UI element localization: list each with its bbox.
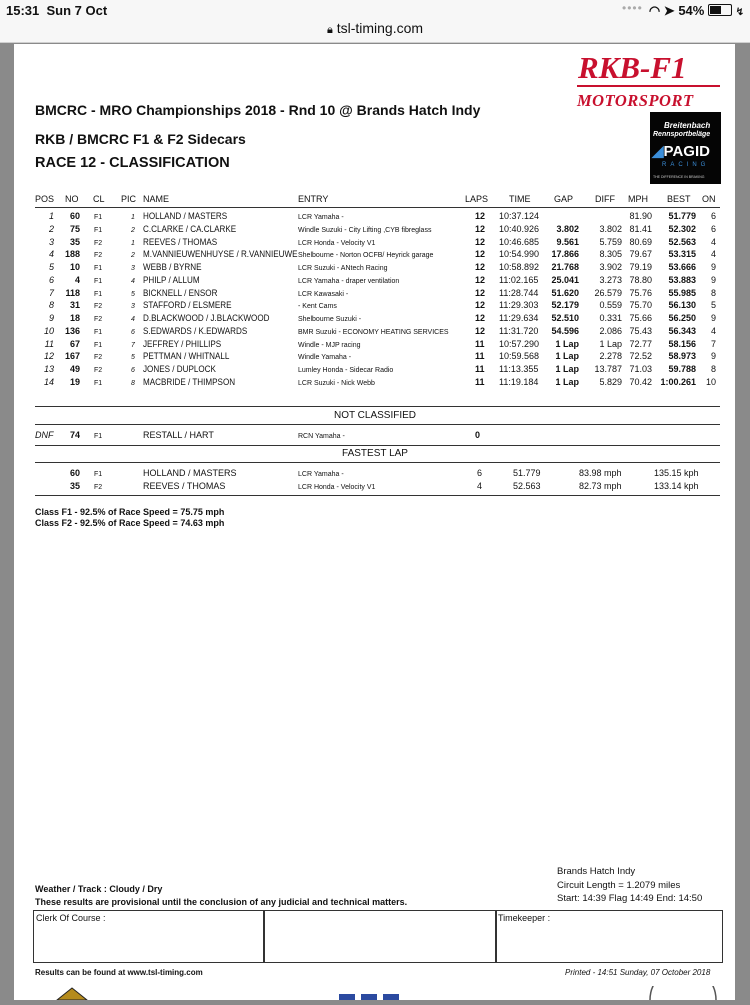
col-pic: PIC [121,194,137,204]
table-row [0,377,750,388]
cell-entry: LCR Yamaha - [298,214,344,221]
circuit-name: Brands Hatch Indy [557,866,636,877]
provisional-note: These results are provisional until the conclusion of any judicial and technical matters. [35,897,408,907]
cell-gap: 51.620 [551,287,579,298]
cell-best: 55.985 [668,287,696,298]
cell-laps: 11 [475,338,485,349]
cell-on: 6 [710,223,716,234]
cell-name: MACBRIDE / THIMPSON [143,376,236,387]
col-time: TIME [509,194,531,204]
cell-best: 58.156 [668,338,696,349]
cell-laps: 12 [475,300,486,311]
cell-pic: 6 [131,328,135,336]
cell-best: 58.973 [668,351,696,362]
col-diff: DIFF [595,194,615,204]
col-name: NAME [143,194,170,204]
motorsport-logo: MOTORSPORT [577,91,694,110]
cell-cl: F1 [94,328,103,336]
cell-gap: 1 Lap [555,376,579,387]
cell-mph: 72.52 [629,351,652,362]
cell-time: 10:40.926 [499,223,540,234]
cell-name: PETTMAN / WHITNALL [143,351,230,362]
cell-pic: 3 [131,303,135,311]
cell-name: RESTALL / HART [143,430,214,440]
circuit-times: Start: 14:39 Flag 14:49 End: 14:50 [557,893,703,904]
cell-on: 8 [710,287,716,298]
cell-pos: 8 [48,300,54,311]
cell-entry: - Kent Cams [298,303,337,311]
pagid-mark-icon: ◢ [652,143,664,160]
cell-time: 11:13.355 [499,364,539,374]
cell-entry: LCR Honda - Velocity V1 [298,239,376,247]
table-row [0,288,750,299]
crest-logo-icon [52,986,92,1000]
clerk-label: Clerk Of Course : [36,913,106,923]
cell-no: 4 [74,274,80,285]
results-header [0,194,750,205]
cell-entry: LCR Kawasaki - [298,290,349,298]
cell-entry: LCR Honda - Velocity V1 [298,484,376,491]
cell-cl: F1 [94,433,103,440]
cell-name: D.BLACKWOOD / J.BLACKWOOD [143,313,270,323]
cell-time: 11:29.634 [499,313,539,323]
nc-rule-top [35,406,720,407]
cell-gap: 1 Lap [555,364,579,374]
cell-pic: 6 [131,367,135,374]
cell-no: 19 [69,376,80,387]
cell-cl: F1 [94,379,103,387]
cell-diff: 0.559 [599,300,622,311]
cell-cl: F2 [94,484,103,491]
cell-pos: 9 [48,313,54,323]
weather: Weather / Track : Cloudy / Dry [35,884,163,894]
cell-on: 9 [710,262,716,272]
wifi-icon: ◠ [648,3,661,18]
race-speed-f1: Class F1 - 92.5% of Race Speed = 75.75 mph [35,507,225,517]
cell-mph: 71.03 [629,364,652,374]
cell-name: JONES / DUPLOCK [143,364,216,374]
cell-cl: F2 [94,252,103,260]
cell-mph: 80.69 [629,236,652,247]
cell-pic: 2 [131,252,135,260]
clerk-box [33,910,265,963]
address-bar[interactable] [0,20,750,43]
table-row [0,224,750,235]
cell-pic: 1 [131,239,135,247]
cell-mph: 79.19 [629,262,652,272]
cell-on: 10 [705,376,716,387]
cell-time: 52.563 [513,481,541,491]
championship-title: BMCRC - MRO Championships 2018 - Rnd 10 @ Brands Hatch Indy [35,102,481,118]
lock-icon: 🔒︎ [326,24,333,36]
table-row [0,468,750,479]
cell-entry: LCR Suzuki - Nick Webb [298,379,375,387]
not-classified-title: NOT CLASSIFIED [333,410,417,421]
cell-cl: F1 [94,290,103,298]
pagid-logo [650,112,721,184]
sponsor-name: ◢PAGID [652,143,710,160]
cell-pos: DNF [35,430,54,440]
cell-laps: 12 [475,274,486,285]
table-row [0,300,750,311]
cell-diff: 3.902 [599,262,622,272]
cell-on: 9 [710,274,716,285]
cell-no: 136 [64,325,80,336]
cell-name: PHILP / ALLUM [143,274,200,285]
cell-no: 60 [69,468,80,478]
cell-pos: 2 [48,223,54,234]
table-row [0,351,750,362]
cell-name: M.VANNIEUWENHUYSE / R.VANNIEUWE [143,249,298,260]
cell-entry: LCR Yamaha - draper ventilation [298,277,400,285]
cell-pic: 2 [131,226,135,234]
cell-lap: 6 [477,468,483,478]
cell-pos: 14 [43,376,54,387]
cell-best: 53.666 [668,262,696,272]
cell-laps: 12 [475,313,486,323]
cell-diff: 2.278 [599,351,622,362]
col-no: NO [65,194,79,204]
cell-time: 10:57.290 [499,338,540,349]
cell-mph: 78.80 [629,274,652,285]
sponsor-logo-icon [337,986,407,1000]
cell-time: 11:29.303 [499,300,539,311]
cell-pic: 7 [131,341,135,349]
cell-mph: 79.67 [629,249,652,260]
cell-name: HOLLAND / MASTERS [143,211,228,221]
cell-entry: BMR Suzuki - ECONOMY HEATING SERVICES [298,328,449,336]
cell-cl: F1 [94,341,103,349]
col-pos: POS [35,194,55,204]
cell-laps: 11 [475,376,485,387]
col-entry: ENTRY [298,194,329,204]
cell-time: 51.779 [513,468,541,478]
cell-gap: 17.866 [551,249,579,260]
cell-diff: 5.829 [599,376,622,387]
cell-entry: Shelbourne Suzuki - [298,316,362,323]
cell-best: 51.779 [668,211,696,221]
signal-dots-icon: •••• [622,1,643,15]
table-row [0,211,750,222]
cell-time: 11:28.744 [499,287,539,298]
cell-pic: 1 [131,214,135,221]
cell-time: 10:46.685 [499,236,540,247]
cell-name: JEFFREY / PHILLIPS [143,338,222,349]
cell-pos: 4 [48,249,54,260]
cell-time: 10:59.568 [499,351,540,362]
timekeeper-box [495,910,723,963]
col-gap: GAP [554,194,574,204]
cell-laps: 0 [475,430,481,440]
logo-divider [577,85,720,87]
cell-best: 52.563 [668,236,696,247]
cell-mph: 81.41 [629,223,652,234]
cell-no: 18 [69,313,80,323]
cell-best: 56.250 [668,313,696,323]
cell-gap: 52.179 [551,300,579,311]
cell-cl: F2 [94,354,103,362]
battery-icon [708,4,732,16]
cell-pos: 12 [43,351,54,362]
cell-pic: 8 [131,379,135,387]
table-row [0,339,750,350]
cell-no: 188 [64,249,80,260]
col-on: ON [702,194,716,204]
cell-best: 59.788 [668,364,696,374]
cell-cl: F1 [94,265,103,272]
cell-name: S.EDWARDS / K.EDWARDS [143,325,248,336]
cell-name: HOLLAND / MASTERS [143,468,237,478]
cell-mph: 72.77 [629,338,652,349]
cell-diff: 5.759 [599,236,622,247]
cell-pos: 13 [43,364,54,374]
cell-on: 5 [710,300,716,311]
cell-on: 7 [710,338,716,349]
cell-diff: 8.305 [599,249,622,260]
cell-no: 75 [69,223,80,234]
cell-no: 60 [69,211,80,221]
cell-pos: 11 [44,338,54,349]
cell-name: STAFFORD / ELSMERE [143,300,232,311]
cell-mph: 75.66 [629,313,652,323]
cell-mph: 70.42 [629,376,652,387]
cell-pos: 1 [48,211,54,221]
cell-cl: F2 [94,367,103,374]
fastest-lap-title: FASTEST LAP [342,448,408,459]
cell-best: 52.302 [668,223,696,234]
table-row [0,249,750,260]
cell-pos: 6 [48,274,54,285]
cell-entry: Windle Yamaha - [298,354,352,362]
cell-time: 10:37.124 [499,211,540,221]
cell-cl: F2 [94,303,103,311]
cell-kph: 133.14 kph [654,481,699,491]
cell-cl: F1 [94,226,103,234]
cell-cl: F2 [94,239,103,247]
cell-gap: 9.561 [556,236,579,247]
cell-name: REEVES / THOMAS [143,481,226,491]
clock: 15:31 [6,3,40,18]
cell-gap: 52.510 [551,313,579,323]
cell-entry: Lumley Honda - Sidecar Radio [298,367,394,374]
cell-pic: 5 [131,354,135,362]
cell-on: 9 [710,351,716,362]
cell-cl: F1 [94,471,103,478]
cell-name: WEBB / BYRNE [143,262,202,272]
cell-laps: 12 [475,223,486,234]
club-badge-icon [648,986,718,1000]
cell-name: BICKNELL / ENSOR [143,287,218,298]
cell-name: C.CLARKE / CA.CLARKE [143,223,237,234]
fl-rule-top [35,445,720,446]
cell-diff: 13.787 [594,364,622,374]
cell-entry: Shelbourne - Norton OCFB/ Heyrick garage [298,252,434,260]
cell-mph: 75.76 [629,287,652,298]
table-row [0,275,750,286]
status-right [649,3,744,19]
table-row [0,313,750,324]
cell-on: 4 [710,236,716,247]
cell-no: 35 [69,481,80,491]
cell-gap: 21.768 [551,262,579,272]
cell-cl: F2 [94,316,103,323]
fl-rule-end [35,495,720,496]
table-row [0,481,750,492]
cell-diff: 0.331 [599,313,622,323]
cell-diff: 2.086 [599,325,622,336]
cell-on: 9 [710,313,716,323]
blank-box [263,910,497,963]
cell-no: 49 [69,364,80,374]
cell-cl: F1 [94,214,103,221]
cell-no: 10 [69,262,80,272]
cell-best: 56.343 [668,325,696,336]
cell-mph: 75.43 [629,325,652,336]
cell-mph: 83.98 mph [579,468,622,478]
cell-mph: 81.90 [629,211,652,221]
cell-on: 4 [710,325,716,336]
class-title: RKB / BMCRC F1 & F2 Sidecars [35,131,246,147]
col-best: BEST [667,194,691,204]
cell-gap: 54.596 [551,325,579,336]
cell-entry: LCR Yamaha - [298,471,344,478]
status-bar [0,0,750,20]
cell-entry: Windle - MJP racing [298,341,361,349]
race-speed-f2: Class F2 - 92.5% of Race Speed = 74.63 mph [35,518,225,528]
col-cl: CL [93,194,105,204]
printed-time: Printed - 14:51 Sunday, 07 October 2018 [565,968,711,977]
cell-time: 11:19.184 [499,376,539,387]
cell-time: 11:02.165 [499,274,539,285]
cell-time: 11:31.720 [499,325,539,336]
cell-diff: 3.273 [599,274,622,285]
sponsor-racing: RACING [662,162,710,168]
cell-mph: 75.70 [629,300,652,311]
location-icon: ➤ [663,3,675,18]
table-row [0,262,750,273]
cell-best: 1:00.261 [660,376,696,387]
cell-pic: 4 [131,277,135,285]
cell-lap: 4 [477,481,483,491]
cell-entry: LCR Suzuki - ANtech Racing [298,265,388,272]
table-row [0,364,750,375]
cell-laps: 11 [475,364,485,374]
cell-laps: 12 [475,249,486,260]
date: Sun 7 Oct [46,3,108,18]
table-row [0,237,750,248]
cell-no: 67 [69,338,80,349]
cell-no: 118 [65,287,80,298]
cell-cl: F1 [94,277,103,285]
cell-on: 4 [710,249,716,260]
rkb-logo: RKB-F1 [578,50,687,85]
cell-gap: 3.802 [556,223,579,234]
cell-diff: 26.579 [594,287,622,298]
cell-laps: 12 [475,262,486,272]
sponsor-line2: Rennsportbeläge [653,131,711,138]
cell-diff: 1 Lap [599,338,622,349]
url-text[interactable]: tsl-timing.com [336,20,424,36]
cell-pos: 10 [43,325,54,336]
cell-pos: 3 [48,236,54,247]
cell-best: 53.315 [668,249,696,260]
nc-rule-bottom [35,424,720,425]
table-row [0,430,750,441]
fl-rule-bottom [35,462,720,463]
col-laps: LAPS [465,194,489,204]
cell-best: 53.883 [668,274,696,285]
cell-laps: 12 [475,211,486,221]
timekeeper-label: Timekeeper : [498,913,551,923]
status-time [6,3,107,18]
charging-icon: ↯ [735,7,744,18]
battery-percent: 54% [678,3,705,18]
header-rule [35,207,720,208]
col-mph: MPH [628,194,648,204]
sponsor-tag: THE DIFFERENCE IN BRAKING [653,175,705,179]
cell-laps: 12 [475,236,486,247]
cell-pic: 5 [131,290,135,298]
table-row [0,326,750,337]
results-link[interactable]: Results can be found at www.tsl-timing.com [35,968,203,977]
cell-time: 10:54.990 [499,249,540,260]
cell-pic: 4 [131,316,135,323]
cell-laps: 12 [475,287,486,298]
sponsor-line1: Breitenbach [664,121,711,130]
cell-on: 6 [710,211,716,221]
cell-gap: 1 Lap [555,351,579,362]
cell-gap: 1 Lap [555,338,579,349]
cell-mph: 82.73 mph [579,481,622,491]
cell-on: 8 [710,364,716,374]
cell-pos: 5 [48,262,54,272]
cell-no: 74 [69,430,80,440]
cell-laps: 12 [475,325,486,336]
cell-best: 56.130 [668,300,696,311]
cell-name: REEVES / THOMAS [143,236,218,247]
cell-time: 10:58.892 [499,262,540,272]
cell-pos: 7 [48,287,54,298]
circuit-length: Circuit Length = 1.2079 miles [557,880,681,891]
cell-no: 167 [64,351,80,362]
cell-gap: 25.041 [551,274,579,285]
cell-kph: 135.15 kph [654,468,699,478]
race-title: RACE 12 - CLASSIFICATION [35,155,230,171]
cell-diff: 3.802 [599,223,622,234]
cell-no: 31 [69,300,80,311]
cell-no: 35 [69,236,80,247]
cell-entry: Windle Suzuki - City Lifting ,CYB fibreglass [298,226,432,234]
cell-laps: 11 [475,351,485,362]
cell-entry: RCN Yamaha - [298,433,345,440]
cell-pic: 3 [131,265,135,272]
